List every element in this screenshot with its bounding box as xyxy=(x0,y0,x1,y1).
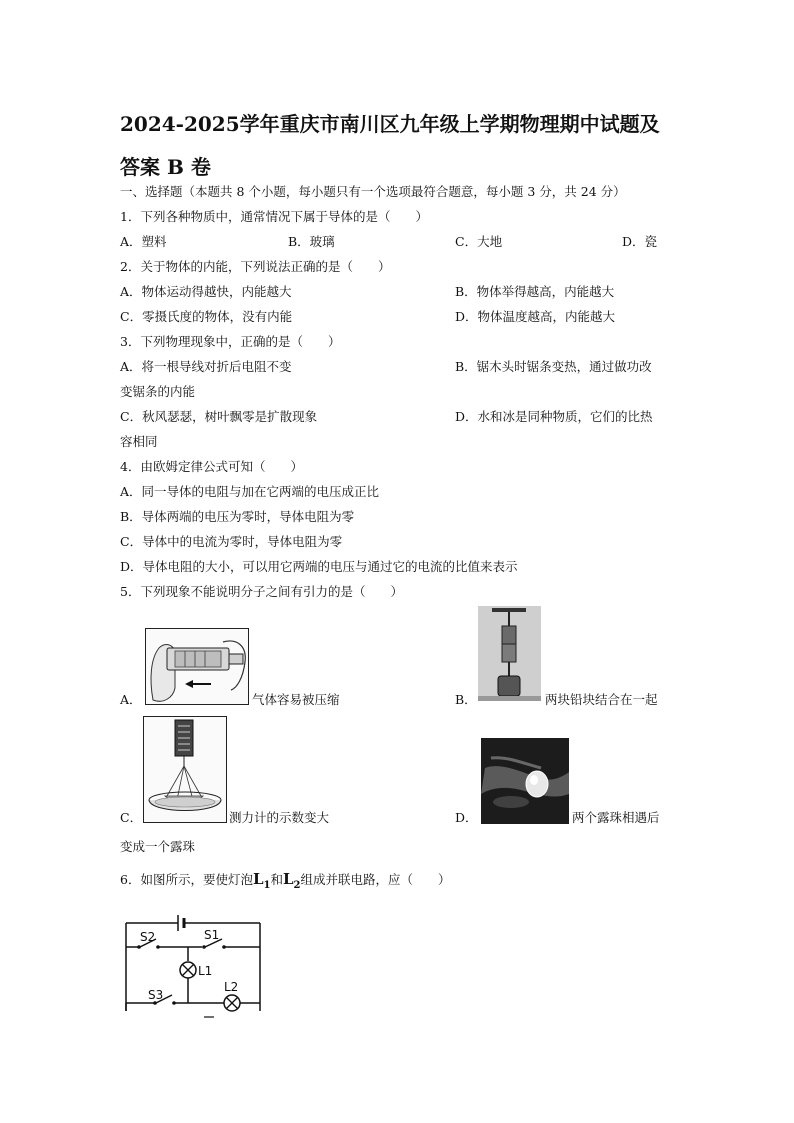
label-s1: S1 xyxy=(204,928,220,942)
q1-option-c: C．大地 xyxy=(455,234,503,249)
document-title xyxy=(120,103,700,189)
section-heading: 一、选择题（本题共 8 个小题，每小题只有一个选项最符合题意，每小题 3 分，共 24 分） xyxy=(120,184,626,199)
q2-option-c: C．零摄氏度的物体，没有内能 xyxy=(120,309,293,324)
lamp-l1-letter: L xyxy=(252,870,264,888)
q5-stem: 5．下列现象不能说明分子之间有引力的是（ ） xyxy=(120,584,403,599)
q5-option-c-letter: C． xyxy=(120,810,143,825)
q3-option-b-line1: B．锯木头时锯条变热，通过做功改 xyxy=(455,359,652,374)
circuit-diagram xyxy=(118,903,268,1021)
lamp-l1-symbol xyxy=(252,870,271,891)
q5-option-d-text-line1: 两个露珠相遇后 xyxy=(572,810,660,825)
q3-stem: 3．下列物理现象中，正确的是（ ） xyxy=(120,334,341,349)
q5-option-b-letter: B． xyxy=(455,692,477,707)
q3-option-a: A．将一根导线对折后电阻不变 xyxy=(120,359,292,374)
q1-stem: 1．下列各种物质中，通常情况下属于导体的是（ ） xyxy=(120,209,428,224)
q5-option-a-letter: A． xyxy=(120,692,142,707)
q5-option-b-text: 两块铅块结合在一起 xyxy=(545,692,658,707)
q2-option-b: B．物体举得越高，内能越大 xyxy=(455,284,615,299)
q4-option-c: C．导体中的电流为零时，导体电阻为零 xyxy=(120,534,343,549)
q4-option-a: A．同一导体的电阻与加在它两端的电压成正比 xyxy=(120,484,380,499)
q3-option-d-line2: 容相同 xyxy=(120,434,158,449)
label-s3: S3 xyxy=(148,988,164,1002)
title-line-1: 2024-2025学年重庆市南川区九年级上学期物理期中试题及 xyxy=(120,112,660,136)
q3-option-d-line1: D．水和冰是同种物质，它们的比热 xyxy=(455,409,653,424)
q2-option-a: A．物体运动得越快，内能越大 xyxy=(120,284,292,299)
q5-option-a-text: 气体容易被压缩 xyxy=(252,692,340,707)
q4-option-d: D．导体电阻的大小，可以用它两端的电压与通过它的电流的比值来表示 xyxy=(120,559,518,574)
q5-option-c-text: 测力计的示数变大 xyxy=(229,810,330,825)
q2-option-d: D．物体温度越高，内能越大 xyxy=(455,309,616,324)
q5-option-d-letter: D． xyxy=(455,810,478,825)
lamp-l1-subscript: 1 xyxy=(263,880,271,891)
title-line-2: 答案 B 卷 xyxy=(120,155,211,179)
q6-and: 和 xyxy=(270,872,283,887)
lamp-l2-symbol xyxy=(283,870,301,891)
q6-stem-prefix: 6．如图所示，要使灯泡 xyxy=(120,872,253,887)
label-s2: S2 xyxy=(140,930,156,944)
dew-drops-photo xyxy=(481,738,569,824)
q5-option-d-text-line2: 变成一个露珠 xyxy=(120,839,196,854)
spring-scale-water-photo xyxy=(143,716,227,823)
q6-stem-suffix: 组成并联电路，应（ ） xyxy=(300,872,451,887)
q6-stem xyxy=(120,870,451,895)
q3-option-b-line2: 变锯条的内能 xyxy=(120,384,196,399)
lead-blocks-photo xyxy=(478,606,541,701)
q4-stem: 4．由欧姆定律公式可知（ ） xyxy=(120,459,303,474)
syringe-compression-photo xyxy=(145,628,249,705)
q2-stem: 2．关于物体的内能，下列说法正确的是（ ） xyxy=(120,259,391,274)
q3-option-c: C．秋风瑟瑟，树叶飘零是扩散现象 xyxy=(120,409,318,424)
q1-option-a: A．塑料 xyxy=(120,234,167,249)
lamp-l2-subscript: 2 xyxy=(293,880,301,891)
q4-option-b: B．导体两端的电压为零时，导体电阻为零 xyxy=(120,509,355,524)
label-l1: L1 xyxy=(198,964,213,978)
lamp-l2-letter: L xyxy=(283,870,294,888)
q1-option-b: B．玻璃 xyxy=(288,234,335,249)
label-l2: L2 xyxy=(224,980,239,994)
q1-option-d: D．瓷 xyxy=(622,234,658,249)
